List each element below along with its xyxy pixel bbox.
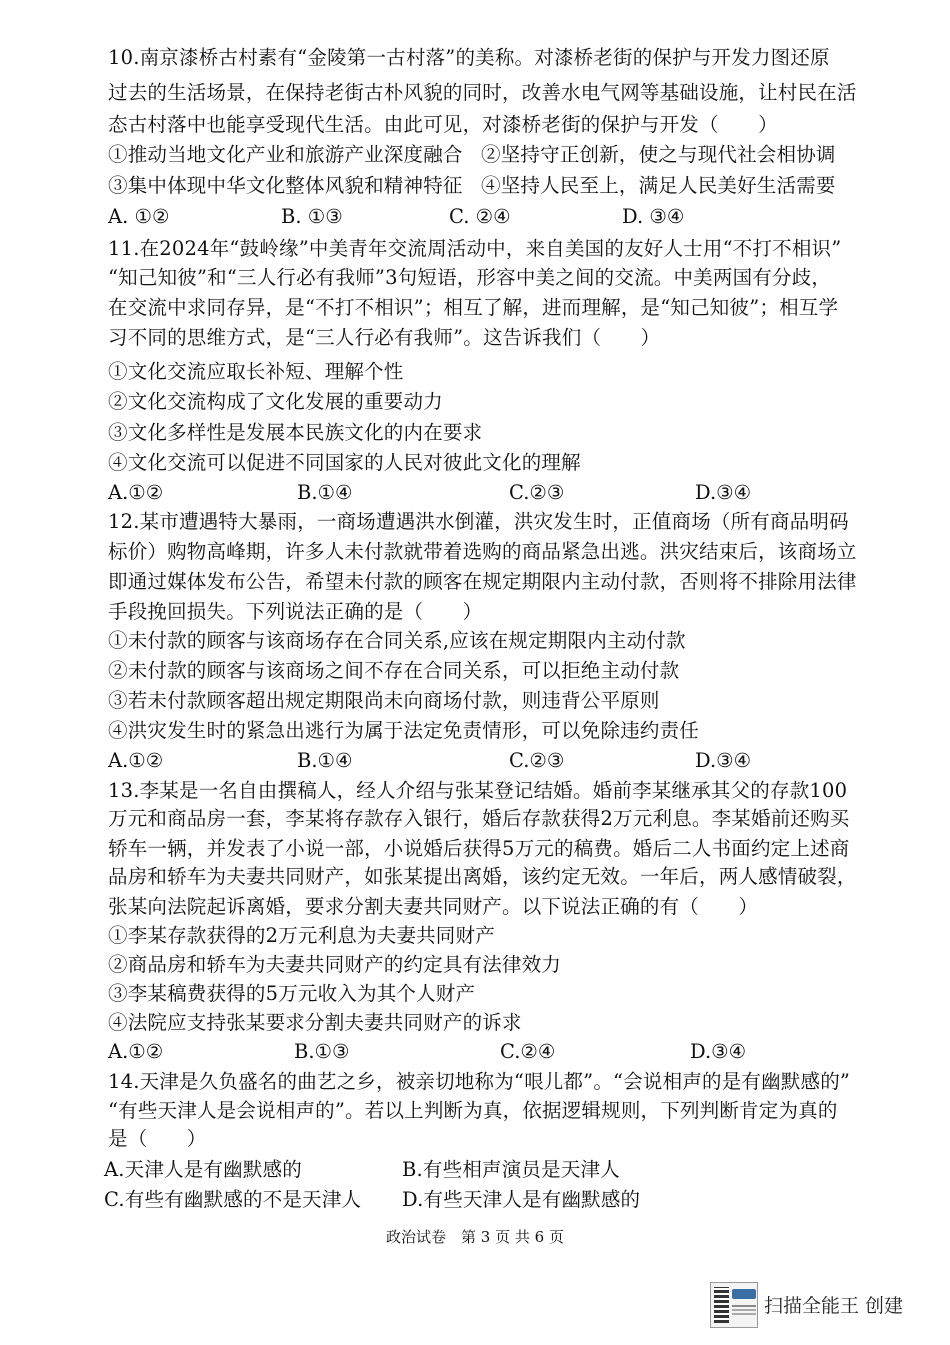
q11-statement-3: ③文化多样性是发展本民族文化的内在要求 <box>108 421 483 444</box>
q12-statement-3: ③若未付款顾客超出规定期限尚未向商场付款，则违背公平原则 <box>108 689 660 712</box>
q10-stem-line-2: 过去的生活场景，在保持老街古朴风貌的同时，改善水电气网等基础设施，让村民在活 <box>108 81 857 104</box>
q14-option-b[interactable]: B.有些相声演员是天津人 <box>402 1158 620 1181</box>
q12-stem-line-1: 12.某市遭遇特大暴雨，一商场遭遇洪水倒灌，洪灾发生时，正值商场（所有商品明码 <box>108 510 849 533</box>
q11-statement-1: ①文化交流应取长补短、理解个性 <box>108 360 404 383</box>
q11-stem-line-1: 11.在2024年“鼓岭缘”中美青年交流周活动中，来自美国的友好人士用“不打不相识” <box>108 237 842 260</box>
q13-option-c[interactable]: C.②④ <box>500 1040 556 1063</box>
qr-code-pattern <box>714 1287 729 1323</box>
q11-options <box>0 479 950 507</box>
q10-stem-line-1: 10.南京漆桥古村素有“金陵第一古村落”的美称。对漆桥老街的保护与开发力图还原 <box>108 46 830 69</box>
q12-option-a[interactable]: A.①② <box>108 749 164 772</box>
q13-stem-line-4: 品房和轿车为夫妻共同财产，如张某提出离婚，该约定无效。一年后，两人感情破裂， <box>108 865 857 888</box>
scanner-app-qr-icon <box>710 1282 758 1328</box>
q10-option-a[interactable]: A. ①② <box>108 205 170 228</box>
q12-stem-line-2: 标价）购物高峰期，许多人未付款就带着选购的商品紧急出逃。洪灾结束后，该商场立 <box>108 540 857 563</box>
q13-statement-3: ③李某稿费获得的5万元收入为其个人财产 <box>108 982 476 1005</box>
q12-option-c[interactable]: C.②③ <box>509 749 565 772</box>
q11-statement-2: ②文化交流构成了文化发展的重要动力 <box>108 390 443 413</box>
scanner-watermark: 扫描全能王 创建 <box>764 1295 904 1317</box>
q13-stem-line-5: 张某向法院起诉离婚，要求分割夫妻共同财产。以下说法正确的有（ ） <box>108 895 759 918</box>
q12-stem-line-4: 手段挽回损失。下列说法正确的是（ ） <box>108 600 483 623</box>
q13-option-b[interactable]: B.①③ <box>294 1040 350 1063</box>
q13-option-a[interactable]: A.①② <box>108 1040 164 1063</box>
q12-option-d[interactable]: D.③④ <box>695 749 752 772</box>
q10-stem-line-3: 态古村落中也能享受现代生活。由此可见，对漆桥老街的保护与开发（ ） <box>108 113 778 136</box>
q12-statement-2: ②未付款的顾客与该商场之间不存在合同关系，可以拒绝主动付款 <box>108 659 680 682</box>
q12-statement-4: ④洪灾发生时的紧急出逃行为属于法定免责情形，可以免除违约责任 <box>108 719 700 742</box>
q14-stem-line-3: 是（ ） <box>108 1127 207 1150</box>
q10-statement-1: ①推动当地文化产业和旅游产业深度融合 <box>108 143 463 166</box>
page-footer: 政治试卷 第 3 页 共 6 页 <box>386 1228 564 1246</box>
fine-print <box>732 1305 756 1307</box>
q11-stem-line-2: “知己知彼”和“三人行必有我师”3句短语，形容中美之间的交流。中美两国有分歧， <box>108 266 832 289</box>
q13-stem-line-2: 万元和商品房一套，李某将存款存入银行，婚后存款获得2万元利息。李某婚前还购买 <box>108 807 850 830</box>
q11-stem-line-4: 习不同的思维方式，是“三人行必有我师”。这告诉我们（ ） <box>108 326 661 349</box>
q10-option-b[interactable]: B. ①③ <box>281 205 343 228</box>
q10-option-c[interactable]: C. ②④ <box>449 205 511 228</box>
q11-stem-line-3: 在交流中求同存异，是“不打不相识”；相互了解，进而理解，是“知己知彼”；相互学 <box>108 296 839 319</box>
q14-stem-line-1: 14.天津是久负盛名的曲艺之乡，被亲切地称为“哏儿都”。“会说相声的是有幽默感的” <box>108 1070 851 1093</box>
q13-option-d[interactable]: D.③④ <box>690 1040 747 1063</box>
q13-stem-line-1: 13.李某是一名自由撰稿人，经人介绍与张某登记结婚。婚前李某继承其父的存款100 <box>108 779 848 802</box>
q10-option-d[interactable]: D. ③④ <box>622 205 685 228</box>
q11-statement-4: ④文化交流可以促进不同国家的人民对彼此文化的理解 <box>108 451 581 474</box>
q10-statement-2: ②坚持守正创新，使之与现代社会相协调 <box>481 143 836 166</box>
q14-option-c[interactable]: C.有些有幽默感的不是天津人 <box>104 1188 362 1211</box>
q10-statement-3: ③集中体现中华文化整体风貌和精神特征 <box>108 174 463 197</box>
q11-option-d[interactable]: D.③④ <box>695 481 752 504</box>
q13-statement-1: ①李某存款获得的2万元利息为夫妻共同财产 <box>108 924 495 947</box>
q13-options <box>0 1038 950 1066</box>
q11-option-a[interactable]: A.①② <box>108 481 164 504</box>
q12-stem-line-3: 即通过媒体发布公告，希望未付款的顾客在规定期限内主动付款，否则将不排除用法律 <box>108 570 857 593</box>
q13-statement-4: ④法院应支持张某要求分割夫妻共同财产的诉求 <box>108 1011 522 1034</box>
q12-options <box>0 747 950 775</box>
q12-statement-1: ①未付款的顾客与该商场存在合同关系,应该在规定期限内主动付款 <box>108 629 686 652</box>
q11-option-b[interactable]: B.①④ <box>297 481 353 504</box>
q14-option-d[interactable]: D.有些天津人是有幽默感的 <box>402 1188 641 1211</box>
q10-statement-4: ④坚持人民至上，满足人民美好生活需要 <box>481 174 836 197</box>
app-logo-badge <box>732 1289 756 1299</box>
q12-option-b[interactable]: B.①④ <box>297 749 353 772</box>
q13-stem-line-3: 轿车一辆，并发表了小说一部，小说婚后获得5万元的稿费。婚后二人书面约定上述商 <box>108 837 850 860</box>
q14-stem-line-2: “有些天津人是会说相声的”。若以上判断为真，依据逻辑规则，下列判断肯定为真的 <box>108 1099 838 1122</box>
q11-option-c[interactable]: C.②③ <box>509 481 565 504</box>
q14-option-a[interactable]: A.天津人是有幽默感的 <box>104 1158 302 1181</box>
q13-statement-2: ②商品房和轿车为夫妻共同财产的约定具有法律效力 <box>108 953 562 976</box>
q10-options <box>0 203 950 231</box>
